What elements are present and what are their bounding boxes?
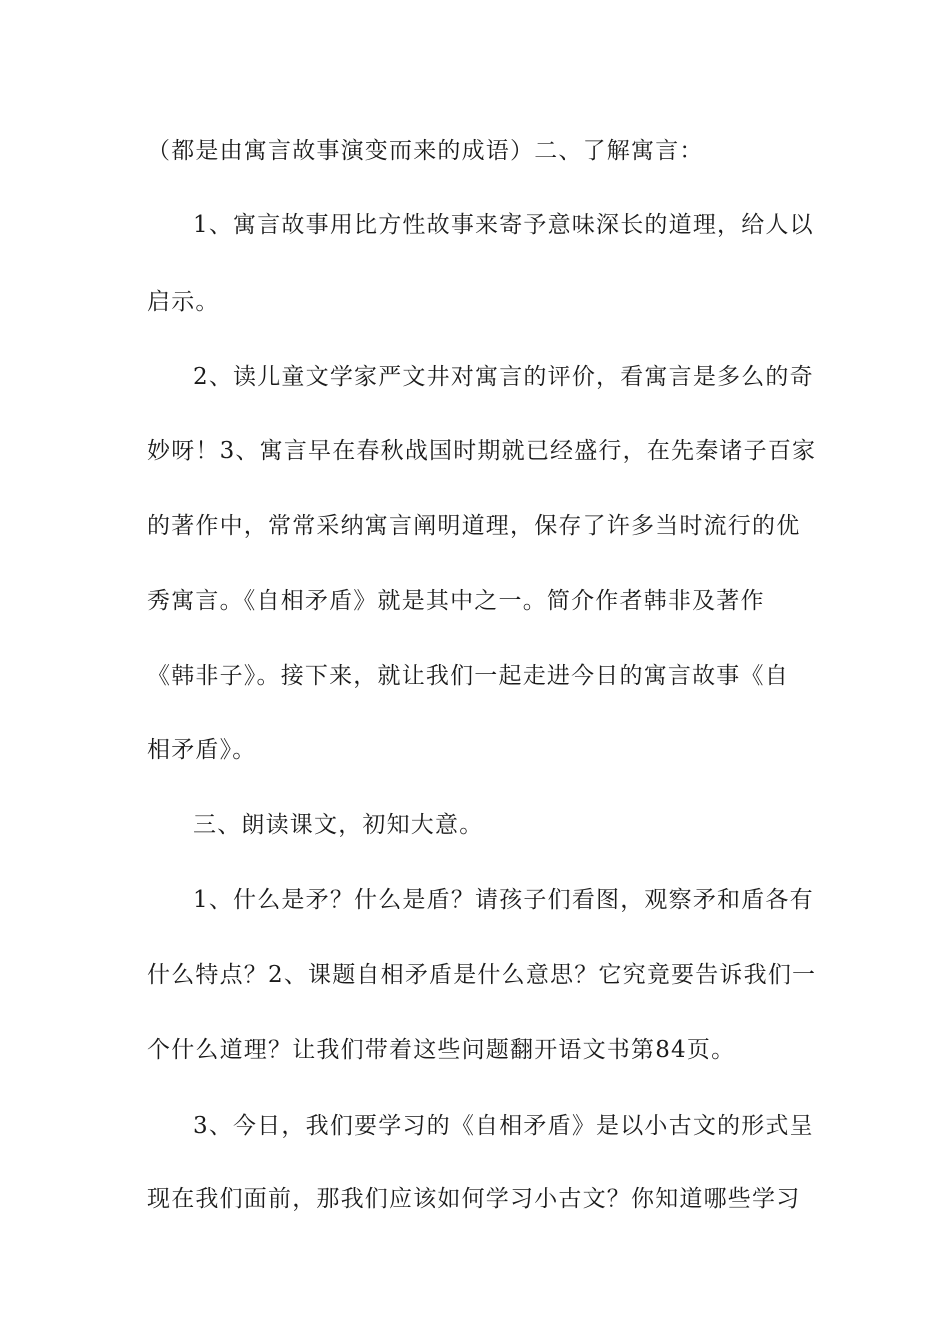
text-line: 启示。 — [147, 289, 220, 315]
text-line: 3、今日，我们要学习的《自相矛盾》是以小古文的形式呈 — [193, 1113, 814, 1139]
text-line: 《韩非子》。接下来，就让我们一起走进今日的寓言故事《自 — [147, 663, 789, 689]
text-line: 现在我们面前，那我们应该如何学习小古文？你知道哪些学习 — [147, 1186, 801, 1212]
text-line: 1、寓言故事用比方性故事来寄予意味深长的道理，给人以 — [193, 212, 814, 238]
section-heading: 三、朗读课文，初知大意。 — [193, 812, 484, 838]
text-line: 秀寓言。《自相矛盾》就是其中之一。简介作者韩非及著作 — [147, 588, 765, 614]
text-line: 的著作中，常常采纳寓言阐明道理，保存了许多当时流行的优 — [147, 513, 801, 539]
text-line: 相矛盾》。 — [147, 737, 257, 763]
text-line: 2、读儿童文学家严文井对寓言的评价，看寓言是多么的奇 — [193, 364, 814, 390]
text-line: 个什么道理？让我们带着这些问题翻开语文书第84页。 — [147, 1037, 736, 1063]
text-line: 什么特点？2、课题自相矛盾是什么意思？它究竟要告诉我们一 — [147, 962, 817, 988]
text-line: 妙呀！3、寓言早在春秋战国时期就已经盛行，在先秦诸子百家 — [147, 438, 817, 464]
text-line: 1、什么是矛？什么是盾？请孩子们看图，观察矛和盾各有 — [193, 887, 814, 913]
text-line: （都是由寓言故事演变而来的成语）二、了解寓言： — [147, 138, 704, 164]
